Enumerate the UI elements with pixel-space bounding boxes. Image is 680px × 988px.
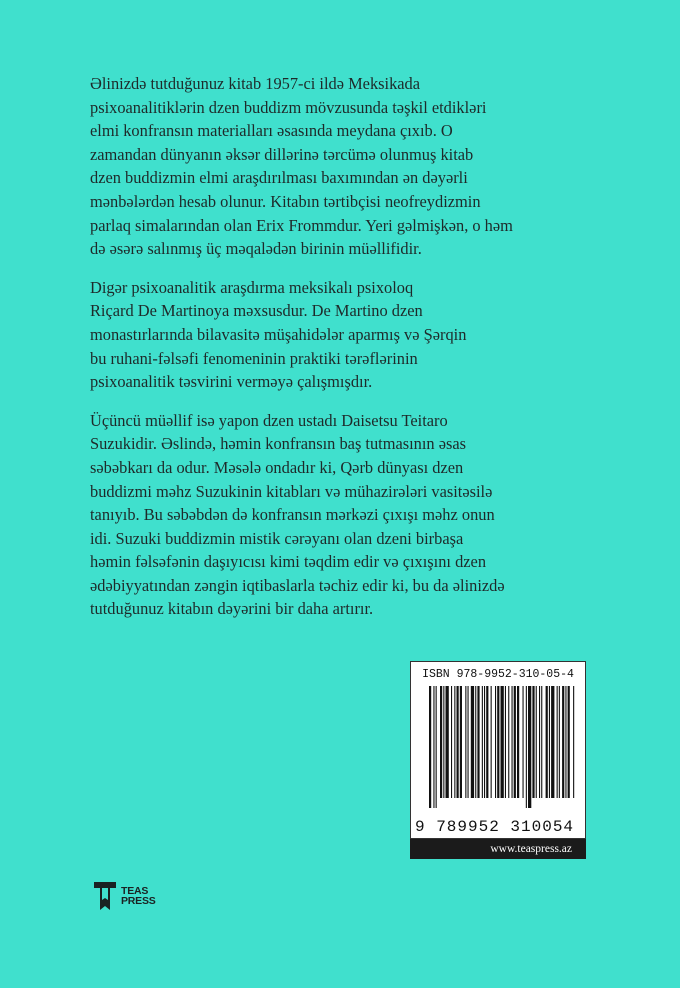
teas-press-logo-icon xyxy=(93,880,117,912)
paragraph-2: Digər psixoanalitik araşdırma meksikalı psixoloq Riçard De Martinoya məxsusdur. De Martino dzen monastırlarında bilavasitə müşahidələr aparmış və Şərqin bu ruhani-fəlsəfi fenomeninin praktiki tərəflərinin psixoanalitik təsvirini verməyə çalışmışdır. xyxy=(90,277,467,392)
isbn-label: ISBN 978-9952-310-05-4 xyxy=(422,668,574,681)
website-bar xyxy=(410,839,586,859)
back-cover-text xyxy=(90,72,590,636)
publisher-logo xyxy=(93,880,156,912)
paragraph-1: Əlinizdə tutduğunuz kitab 1957-ci ildə Meksikada psixoanalitiklərin dzen buddizm mövzusunda təşkil etdikləri elmi konfransın materialları əsasında meydana çıxıb. O zamandan dünyanın əksər dillərinə tərcümə olunmuş kitab dzen buddizmin elmi araşdırılması baxımından ən dəyərli mənbələrdən hesab olunur. Kitabın tərtibçisi neofreydizmin parlaq simalarından olan Erix Frommdur. Yeri gəlmişkən, o həm də əsərə salınmış üç məqalədən birinin müəllifidir. xyxy=(90,74,513,259)
paragraph-3: Üçüncü müəllif isə yapon dzen ustadı Daisetsu Teitaro Suzukidir. Əslində, həmin konfransın baş tutmasının əsas səbəbkarı da odur. Məsələ ondadır ki, Qərb dünyası dzen buddizmi məhz Suzukinin kitabları və mühazirələri vasitəsilə tanıyıb. Bu səbəbdən də konfransın mərkəzi çıxışı məhz onun idi. Suzuki buddizmin mistik cərəyanı olan dzeni birbaşa həmin fəlsəfənin daşıyıcısı kimi təqdim edir və çıxışını dzen ədəbiyyatından zəngin iqtibaslarla təchiz edir ki, bu da əlinizdə tutduğunuz kitabın dəyərini bir daha artırır. xyxy=(90,410,505,619)
website-url: www.teaspress.az xyxy=(490,843,572,855)
barcode-digits: 9 789952 310054 xyxy=(415,818,575,836)
barcode-icon xyxy=(419,686,577,818)
isbn-barcode-box xyxy=(410,661,586,839)
publisher-name-line2: PRESS xyxy=(121,895,156,907)
publisher-name-line1: TEAS xyxy=(121,884,149,897)
publisher-name xyxy=(121,886,156,907)
